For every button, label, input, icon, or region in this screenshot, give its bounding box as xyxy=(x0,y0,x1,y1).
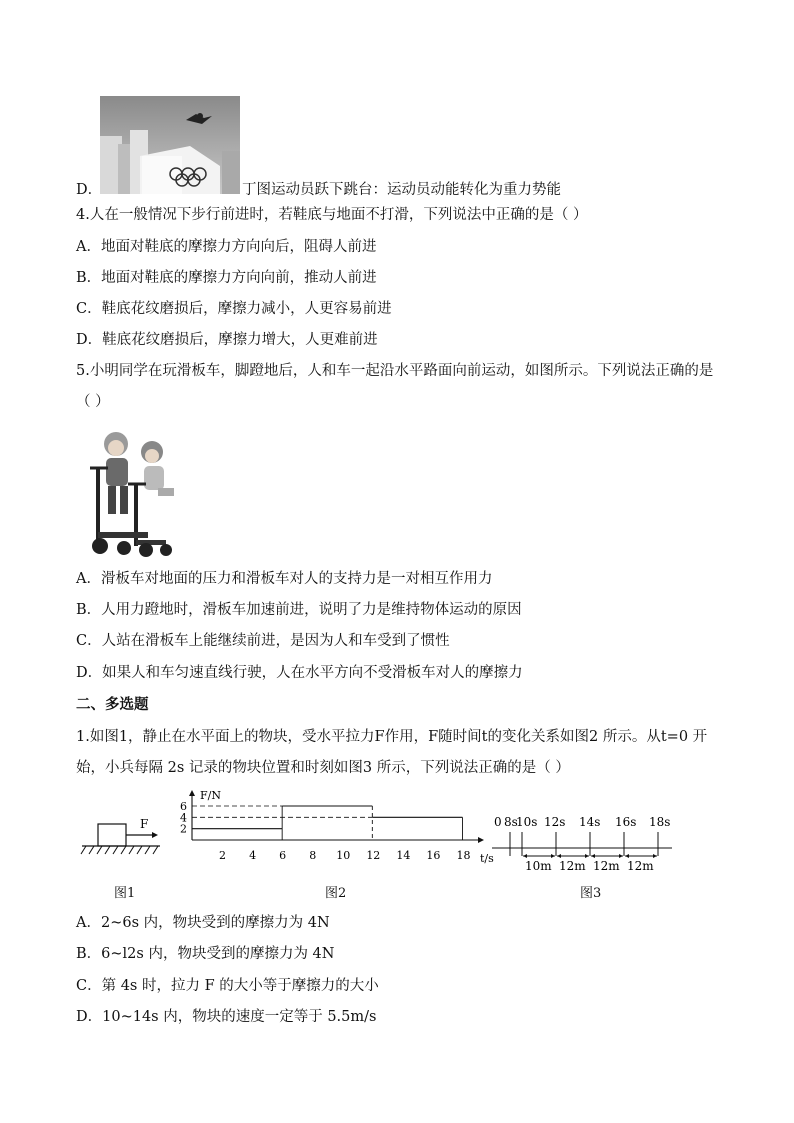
m1-stem: 1.如图1，静止在水平面上的物块，受水平拉力F作用，F随时间t的变化关系如图2 所示。从t=0 开 xyxy=(76,729,708,745)
q5-option-b: B．人用力蹬地时，滑板车加速前进，说明了力是维持物体运动的原因 xyxy=(76,602,522,618)
x-tick-label: 16 xyxy=(426,849,441,862)
q5-option-c: C．人站在滑板车上能继续前进，是因为人和车受到了惯性 xyxy=(76,633,450,649)
x-tick-label: 18 xyxy=(456,849,471,862)
x-tick-label: 6 xyxy=(279,849,287,862)
m1-option-a: A．2~6s 内，物块受到的摩擦力为 4N xyxy=(76,915,330,931)
y-tick-label: 4 xyxy=(180,811,187,825)
distance-label: 12m xyxy=(593,859,620,873)
arrow-head xyxy=(523,854,527,858)
x-axis-label: t/s xyxy=(480,852,494,865)
q4-option-b: B．地面对鞋底的摩擦力方向向前，推动人前进 xyxy=(76,270,377,286)
q3-option-d xyxy=(76,181,102,199)
m1-option-c: C．第 4s 时，拉力 F 的大小等于摩擦力的大小 xyxy=(76,978,379,994)
m1-option-b: B．6~l2s 内，物块受到的摩擦力为 4N xyxy=(76,946,335,962)
scooter-kids-illustration xyxy=(76,424,192,558)
q5-stem: 5.小明同学在玩滑板车，脚蹬地后，人和车一起沿水平路面向前运动，如图所示。下列说法正确的是 xyxy=(76,363,714,379)
x-tick-label: 2 xyxy=(219,849,227,862)
x-tick-label: 10 xyxy=(336,849,351,862)
chart-ticks xyxy=(180,800,470,862)
time-label: 18s xyxy=(649,815,671,829)
q4-stem: 4.人在一般情况下步行前进时，若鞋底与地面不打滑，下列说法中正确的是（ ） xyxy=(76,207,588,223)
figure-3-caption: 图3 xyxy=(580,886,602,901)
arrow-head xyxy=(585,854,589,858)
y-tick-label: 2 xyxy=(180,822,187,836)
y-axis-label: F/N xyxy=(200,789,221,802)
q4-option-d: D．鞋底花纹磨损后，摩擦力增大，人更难前进 xyxy=(76,332,378,348)
time-label: 0 xyxy=(494,815,502,829)
arrow-head xyxy=(653,854,657,858)
figure-1-block xyxy=(80,812,162,860)
q5-option-d: D．如果人和车匀速直线行驶，人在水平方向不受滑板车对人的摩擦力 xyxy=(76,665,523,681)
option-label: D． xyxy=(76,182,103,198)
time-label: 10s xyxy=(516,815,538,829)
ski-jump-photo xyxy=(100,96,240,194)
arrow-head xyxy=(551,854,555,858)
m1-stem-cont: 始，小兵每隔 2s 记录的物块位置和时刻如图3 所示，下列说法正确的是（ ） xyxy=(76,760,570,776)
force-label: F xyxy=(140,817,149,831)
x-tick-label: 8 xyxy=(309,849,317,862)
arrow-head xyxy=(619,854,623,858)
figure-3-timeline xyxy=(490,812,675,874)
distance-label: 12m xyxy=(627,859,654,873)
time-label: 16s xyxy=(615,815,637,829)
x-tick-label: 4 xyxy=(249,849,257,862)
figure-1-caption: 图1 xyxy=(114,886,136,901)
q4-option-c: C．鞋底花纹磨损后，摩擦力减小，人更容易前进 xyxy=(76,301,392,317)
q4-option-a: A．地面对鞋底的摩擦力方向向后，阻碍人前进 xyxy=(76,239,377,255)
time-label: 14s xyxy=(579,815,601,829)
arrow-head xyxy=(625,854,629,858)
q5-option-a: A．滑板车对地面的压力和滑板车对人的支持力是一对相互作用力 xyxy=(76,571,493,587)
y-axis-arrow xyxy=(189,790,195,796)
figure-2-chart xyxy=(170,788,500,870)
section-title: 二、多选题 xyxy=(76,697,149,713)
arrow-head xyxy=(591,854,595,858)
figure-2-caption: 图2 xyxy=(325,886,347,901)
q3-option-d-text: 丁图运动员跃下跳台：运动员动能转化为重力势能 xyxy=(242,182,561,198)
time-label: 8s xyxy=(504,815,518,829)
chart-series xyxy=(192,806,462,840)
x-tick-label: 14 xyxy=(396,849,411,862)
distance-label: 12m xyxy=(559,859,586,873)
m1-option-d: D．10~14s 内，物块的速度一定等于 5.5m/s xyxy=(76,1009,377,1025)
x-axis-arrow xyxy=(478,837,484,843)
distance-label: 10m xyxy=(525,859,552,873)
arrow-head xyxy=(557,854,561,858)
y-tick-label: 6 xyxy=(180,800,187,813)
q5-stem-cont: （ ） xyxy=(76,394,110,410)
x-tick-label: 12 xyxy=(366,849,381,862)
time-label: 12s xyxy=(544,815,566,829)
